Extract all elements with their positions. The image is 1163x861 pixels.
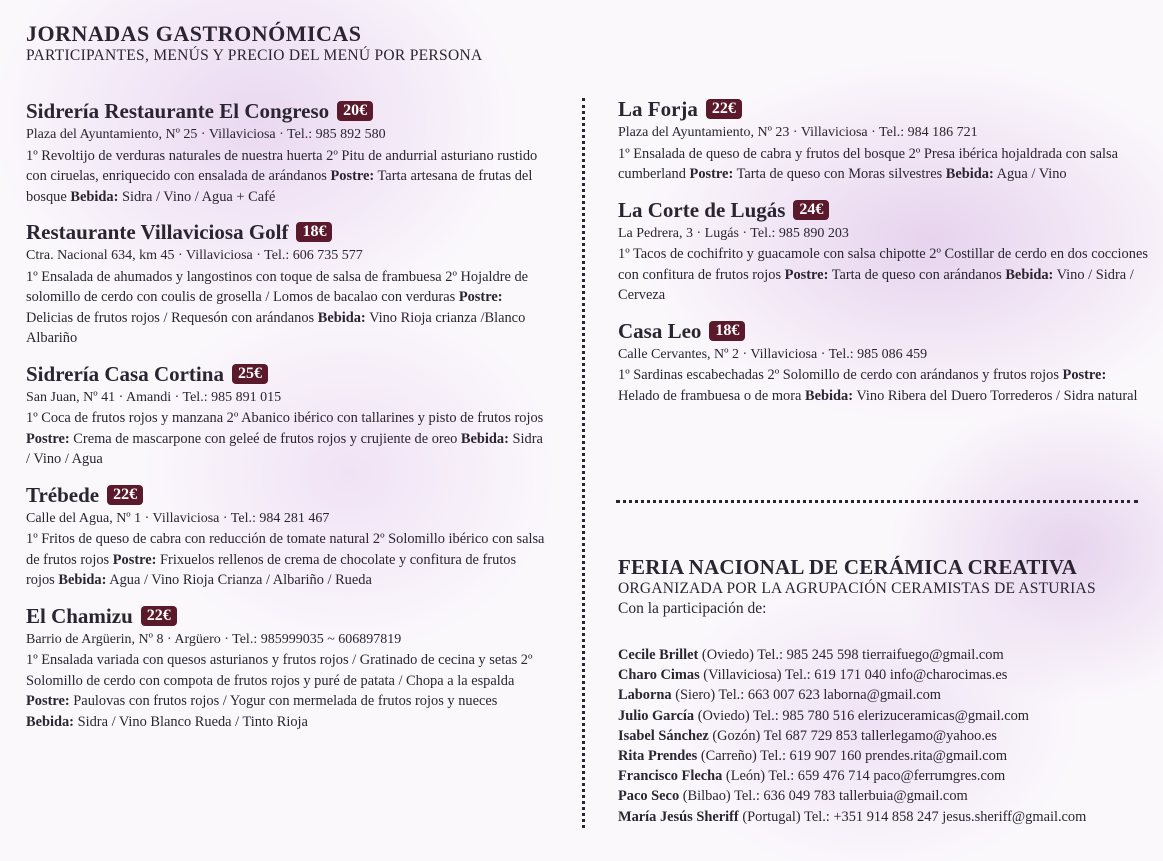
bebida-label: Bebida: [805,387,853,404]
column-divider [582,98,585,828]
restaurant-address: Ctra. Nacional 634, km 45 · Villaviciosa · Tel.: 606 735 577 [26,248,363,263]
restaurant-entry [26,361,546,470]
bebida-label: Bebida: [317,309,366,326]
participant-name: Julio García [618,707,695,724]
price-badge: 20€ [337,101,373,121]
bebida-text: Vino / Sidra / Cerveza [618,266,1134,303]
menu-description [26,146,546,208]
restaurant-entry [26,98,546,207]
page-subtitle: PARTICIPANTES, MENÚS Y PRECIO DEL MENÚ POR PERSONA [26,47,483,64]
bebida-text: Sidra / Vino / Agua + Café [121,188,276,205]
postre-text: Tarta artesana de frutas del bosque [26,168,533,205]
postre-text: Crema de mascarpone con geleé de frutos rojos y crujiente de oreo [73,430,458,447]
menu-description [26,529,546,591]
restaurant-entry [26,603,546,733]
participant-place: (Siero) [675,687,716,704]
postre-text: Tarta de queso con arándanos [831,266,1002,283]
menu-text: 1º Tacos de cochifrito y guacamole con salsa chipotte 2º Costillar de cerdo en dos cocciones con confitura de frutos rojos [618,246,1148,283]
postre-label: Postre: [330,168,375,184]
bebida-label: Bebida: [1005,266,1054,283]
feria-organizer: ORGANIZADA POR LA AGRUPACIÓN CERAMISTAS DE ASTURIAS [618,580,1096,597]
participant-place: (Oviedo) [701,647,754,663]
restaurant-name: Sidrería Restaurante El Congreso [26,99,330,123]
participant-contact: Tel.: 659 476 714 paco@ferrumgres.com [768,768,1006,785]
price-badge: 24€ [793,200,829,220]
participant-place: (Carreño) [700,748,757,765]
participant-place: (Gozón) [712,727,761,744]
postre-text: Delicias de frutos rojos / Requesón con arándanos [26,309,315,326]
restaurant-name: La Corte de Lugás [618,197,786,222]
bebida-label: Bebida: [26,713,74,730]
participant-contact: Tel.: +351 914 858 247 jesus.sheriff@gmail.com [804,808,1087,825]
participant-item [618,746,1148,766]
restaurant-entry [26,482,546,591]
participant-contact: Tel.: 985 780 516 elerizuceramicas@gmail.com [753,707,1029,724]
participant-place: (Portugal) [742,808,801,825]
section-divider [616,500,1138,503]
right-column [618,96,1148,418]
menu-text: 1º Ensalada variada con quesos asturianos y frutos rojos / Gratinado de cecina y setas 2º Solomillo de cerdo con compota de frutos rojos y puré de patata / Chopa a la espalda [26,652,533,689]
participant-item [618,645,1148,665]
menu-text: 1º Coca de frutos rojos y manzana 2º Abanico ibérico con tallarines y pisto de frutos rojos [26,410,544,426]
menu-text: 1º Fritos de queso de cabra con reducción de tomate natural 2º Solomillo ibérico con salsa de frutos rojos [26,531,545,568]
restaurant-entry [618,318,1148,407]
restaurant-entry [618,96,1148,185]
participant-list [618,645,1148,827]
participant-name: Laborna [618,687,672,704]
menu-text: 1º Ensalada de queso de cabra y frutos del bosque 2º Presa ibérica hojaldrada con salsa cumberland [618,145,1119,182]
price-badge: 25€ [232,364,268,384]
postre-label: Postre: [1062,367,1107,383]
bebida-text: Sidra / Vino Blanco Rueda / Tinto Rioja [77,713,308,730]
participant-item [618,665,1148,685]
participant-item [618,807,1148,827]
menu-text: 1º Ensalada de ahumados y langostinos con toque de salsa de frambuesa 2º Hojaldre de solomillo de cerdo con coulis de grosella / Lomos de bacalao con verduras [26,268,529,305]
restaurant-name: La Forja [618,97,698,121]
postre-label: Postre: [458,289,503,305]
menu-description [618,244,1148,306]
restaurant-name: Sidrería Casa Cortina [26,361,224,386]
participant-contact: Tel.: 619 171 040 info@charocimas.es [784,667,1008,684]
page-title: JORNADAS GASTRONÓMICAS [26,21,362,46]
participant-contact: Tel.: 636 049 783 tallerbuia@gmail.com [734,788,968,805]
participant-name: Francisco Flecha [618,768,723,785]
postre-label: Postre: [112,551,157,568]
postre-label: Postre: [26,693,70,709]
feria-title: FERIA NACIONAL DE CERÁMICA CREATIVA [618,555,1077,579]
price-badge: 22€ [706,99,742,119]
participant-name: Paco Seco [618,788,680,805]
participant-name: Charo Cimas [618,667,700,684]
bebida-text: Vino Ribera del Duero Torrederos / Sidra natural [856,387,1138,404]
participant-item [618,706,1148,726]
feria-section [618,555,1148,827]
price-badge: 22€ [141,606,177,626]
participant-name: Rita Prendes [618,748,698,765]
participant-item [618,685,1148,705]
participant-name: María Jesús Sheriff [618,808,739,825]
restaurant-address: Calle del Agua, Nº 1 · Villaviciosa · Tel.: 984 281 467 [26,510,330,526]
participant-name: Cecile Brillet [618,647,699,663]
restaurant-name: Restaurante Villaviciosa Golf [26,220,289,244]
restaurant-name: El Chamizu [26,603,133,628]
restaurant-address: Calle Cervantes, Nº 2 · Villaviciosa · Tel.: 985 086 459 [618,346,928,362]
participant-item [618,726,1148,746]
restaurant-address: Barrio de Argüerin, Nº 8 · Argüero · Tel.: 985999035 ~ 606897819 [26,631,402,647]
participant-place: (Oviedo) [697,707,750,724]
bebida-label: Bebida: [945,166,994,182]
restaurant-entry [26,219,546,349]
menu-description [618,144,1148,185]
restaurant-address: La Pedrera, 3 · Lugás · Tel.: 985 890 203 [618,225,849,241]
restaurant-entry [618,197,1148,306]
postre-text: Paulovas con frutos rojos / Yogur con mermelada de frutos rojos y nueces [73,693,498,709]
restaurant-address: Plaza del Ayuntamiento, Nº 23 · Villaviciosa · Tel.: 984 186 721 [618,125,978,140]
bebida-label: Bebida: [70,188,119,205]
bebida-label: Bebida: [58,572,107,588]
bebida-text: Vino Rioja crianza /Blanco Albariño [26,309,526,346]
menu-description [26,267,546,349]
menu-text: 1º Sardinas escabechadas 2º Solomillo de cerdo con arándanos y frutos rojos [618,367,1059,383]
bebida-label: Bebida: [460,430,509,447]
restaurant-address: San Juan, Nº 41 · Amandi · Tel.: 985 891 015 [26,389,282,405]
left-column [26,98,546,744]
participant-place: (Villaviciosa) [703,667,782,684]
participant-item [618,786,1148,806]
bebida-text: Agua / Vino Rioja Crianza / Albariño / Rueda [109,572,372,588]
menu-description [26,408,546,470]
menu-description [618,365,1148,406]
participant-contact: Tel.: 663 007 623 laborna@gmail.com [718,687,941,704]
participant-name: Isabel Sánchez [618,727,709,744]
page-header [26,22,482,66]
postre-label: Postre: [689,166,734,182]
restaurant-name: Trébede [26,482,100,507]
price-badge: 18€ [709,321,745,341]
restaurant-address: Plaza del Ayuntamiento, Nº 25 · Villaviciosa · Tel.: 985 892 580 [26,127,386,142]
postre-text: Helado de frambuesa o de mora [618,387,802,404]
postre-label: Postre: [784,266,829,283]
price-badge: 18€ [296,222,332,242]
postre-label: Postre: [26,430,70,447]
feria-intro: Con la participación de: [618,600,767,617]
price-badge: 22€ [107,485,143,505]
participant-contact: Tel.: 619 907 160 prendes.rita@gmail.com [760,748,1008,765]
participant-contact: Tel.: 985 245 598 tierraifuego@gmail.com [757,647,1004,663]
postre-text: Frixuelos rellenos de crema de chocolate y confitura de frutos rojos [26,551,517,588]
participant-place: (León) [725,768,766,785]
menu-description [26,650,546,732]
postre-text: Tarta de queso con Moras silvestres [736,166,943,182]
participant-item [618,766,1148,786]
participant-contact: Tel 687 729 853 tallerlegamo@yahoo.es [763,727,997,744]
bebida-text: Sidra / Vino / Agua [26,430,543,467]
menu-text: 1º Revoltijo de verduras naturales de nuestra huerta 2º Pitu de andurrial asturiano rustido con ciruelas, enriquecido con ensalada de arándanos [26,147,538,184]
restaurant-name: Casa Leo [618,318,702,343]
bebida-text: Agua / Vino [996,166,1067,182]
participant-place: (Bilbao) [682,788,731,805]
